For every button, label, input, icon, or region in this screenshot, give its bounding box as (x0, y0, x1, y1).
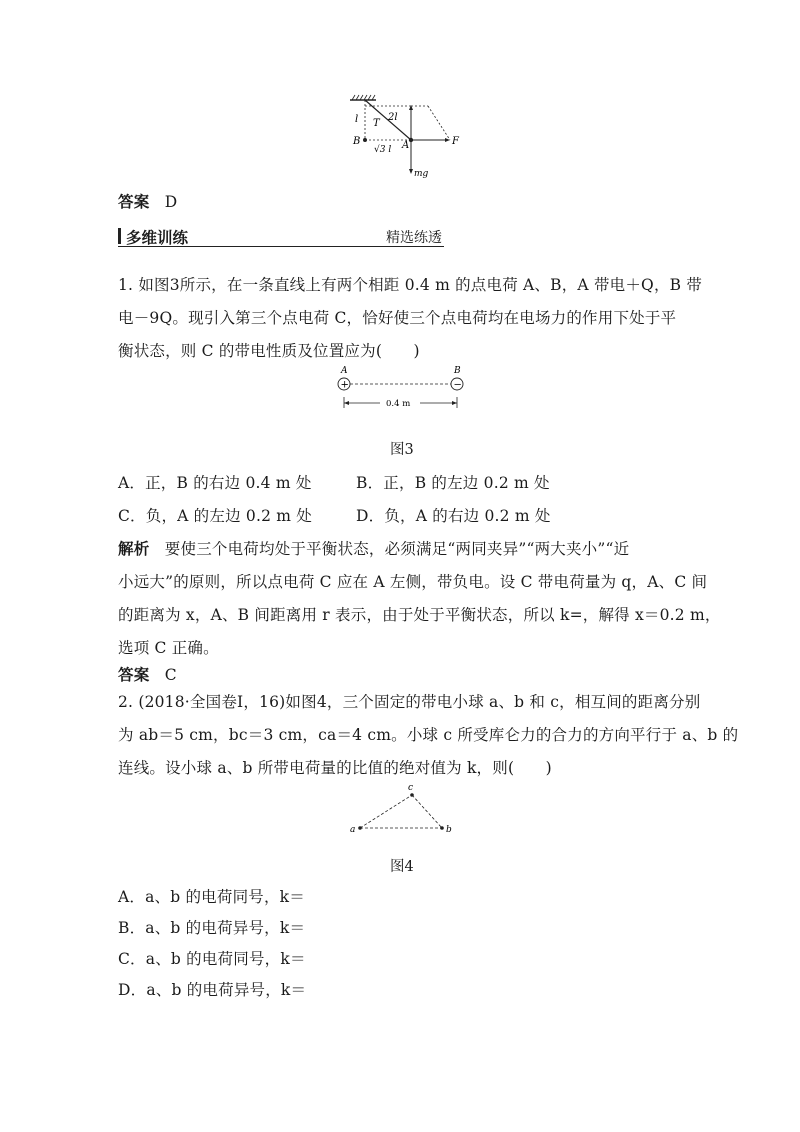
q1-answer-label: 答案 (118, 665, 150, 684)
q1-option-a: A．正，B 的右边 0.4 m 处 (118, 474, 312, 492)
figure-4-triangle (346, 780, 456, 838)
q1-line-3: 衡状态，则 C 的带电性质及位置应为( ) (118, 342, 420, 360)
fig4-label-a: a (350, 825, 356, 835)
q1-answer (118, 663, 177, 685)
label-A: A (402, 140, 410, 151)
label-F: F (452, 136, 459, 147)
q1-analysis-line-1 (118, 537, 629, 559)
answer-label: 答案 (118, 192, 150, 211)
label-sqrt3-l: √3 l (374, 145, 392, 155)
q1-option-b: B．正，B 的左边 0.2 m 处 (356, 474, 550, 492)
analysis-text-1: 要使三个电荷均处于平衡状态，必须满足“两同夹异”“两大夹小”“近 (164, 540, 630, 558)
q1-line-1: 1. 如图3所示，在一条直线上有两个相距 0.4 m 的点电荷 A、B，A 带电＋Q，B 带 (118, 276, 703, 294)
fig4-label-b: b (446, 825, 452, 835)
fig3-label-B: B (454, 366, 461, 376)
q2-option-c: C．a、b 的电荷同号，k＝ (118, 950, 306, 968)
fig3-sign-A: + (340, 379, 349, 391)
figure-3-caption: 图3 (390, 442, 414, 458)
label-2l: 2l (388, 112, 398, 123)
q2-option-d: D．a、b 的电荷异号，k＝ (118, 981, 307, 999)
analysis-label: 解析 (118, 539, 150, 558)
q1-analysis-line-3: 的距离为 x，A、B 间距离用 r 表示，由于处于平衡状态，所以 k=，解得 x＝0.2 m， (118, 606, 721, 624)
q2-line-1: 2. (2018·全国卷Ⅰ，16)如图4，三个固定的带电小球 a、b 和 c，相互间的距离分别 (118, 693, 701, 711)
fig3-distance: 0.4 m (386, 399, 411, 409)
answer-value: D (164, 193, 178, 211)
section-marker (118, 228, 121, 244)
q1-answer-value: C (164, 666, 177, 684)
q2-line-2: 为 ab＝5 cm，bc＝3 cm，ca＝4 cm。小球 c 所受库仑力的合力的方向平行于 a、b 的 (118, 726, 739, 744)
q1-analysis-line-2: 小远大”的原则，所以点电荷 C 应在 A 左侧，带负电。设 C 带电荷量为 q，A、C 间 (118, 573, 708, 591)
label-B: B (353, 136, 361, 147)
fig3-sign-B: − (453, 379, 462, 391)
fig3-label-A: A (341, 366, 348, 376)
fig4-label-c: c (408, 783, 414, 793)
figure-4-caption: 图4 (390, 859, 414, 875)
label-T: T (373, 118, 380, 129)
q1-option-c: C．负，A 的左边 0.2 m 处 (118, 507, 313, 525)
label-l: l (355, 114, 359, 125)
q2-line-3: 连线。设小球 a、b 所带电荷量的比值的绝对值为 k，则( ) (118, 759, 552, 777)
section-subtitle: 精选练透 (386, 230, 442, 246)
q2-option-a: A．a、b 的电荷同号，k＝ (118, 888, 305, 906)
figure-3-charges (330, 364, 470, 410)
q2-option-b: B．a、b 的电荷异号，k＝ (118, 919, 306, 937)
label-mg: mg (414, 169, 429, 179)
force-diagram-figure (340, 92, 470, 184)
section-title: 多维训练 (126, 228, 189, 247)
q1-line-2: 电－9Q。现引入第三个点电荷 C，恰好使三个点电荷均在电场力的作用下处于平 (118, 309, 677, 327)
answer-top (118, 190, 177, 212)
q1-option-d: D．负，A 的右边 0.2 m 处 (356, 507, 551, 525)
section-header (118, 226, 444, 247)
q1-analysis-line-4: 选项 C 正确。 (118, 639, 219, 657)
